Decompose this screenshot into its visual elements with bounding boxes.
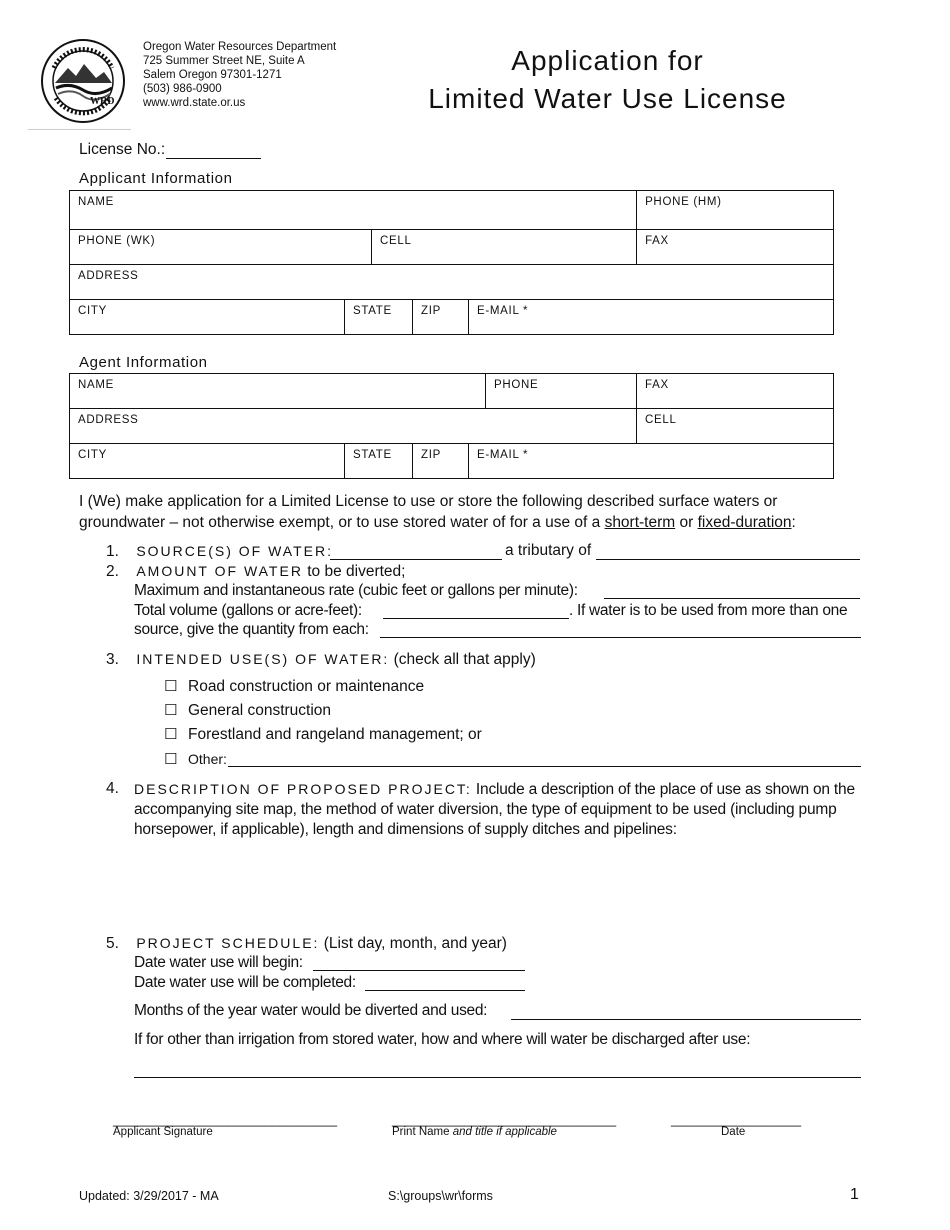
title-line-1: Application for <box>511 45 704 76</box>
item-2-heading: AMOUNT OF WATER <box>136 563 303 579</box>
item-4-number: 4. <box>106 780 119 797</box>
svg-text:WRD: WRD <box>90 96 115 107</box>
department-city: Salem Oregon 97301-1271 <box>143 69 282 81</box>
date-line[interactable]: __________________ <box>671 1112 802 1127</box>
applicant-cell-label: CELL <box>380 235 412 247</box>
item-5-schedule <box>106 933 507 954</box>
footer-updated: Updated: 3/29/2017 - MA <box>79 1189 219 1203</box>
item-1-number: 1. <box>106 543 119 560</box>
use-option-general-label: General construction <box>188 702 332 719</box>
applicant-address-label: ADDRESS <box>78 270 139 282</box>
agent-zip-label: ZIP <box>421 449 441 461</box>
applicant-city-label: CITY <box>78 305 107 317</box>
begin-date-input[interactable] <box>313 969 525 971</box>
agent-fax-label: FAX <box>645 379 669 391</box>
title-line-2: Limited Water Use License <box>428 83 787 114</box>
completion-date-label: Date water use will be completed: <box>134 974 356 991</box>
item-1-source <box>106 541 333 562</box>
department-name: Oregon Water Resources Department <box>143 41 337 53</box>
agent-city-field[interactable] <box>70 444 345 479</box>
use-option-other-label: Other: <box>188 751 227 767</box>
applicant-fax-field[interactable] <box>637 230 834 265</box>
applicant-email-label: E-MAIL * <box>477 305 529 317</box>
applicant-phone-wk-label: PHONE (WK) <box>78 235 156 247</box>
max-rate-input[interactable] <box>604 597 860 599</box>
use-option-general[interactable] <box>164 701 331 721</box>
applicant-fax-label: FAX <box>645 235 669 247</box>
department-seal <box>40 38 126 124</box>
department-address-block <box>143 40 336 110</box>
applicant-info-table <box>69 190 834 335</box>
total-volume-input[interactable] <box>383 617 569 619</box>
agent-email-field[interactable] <box>469 444 834 479</box>
agent-city-label: CITY <box>78 449 107 461</box>
applicant-email-field[interactable] <box>469 300 834 335</box>
tributary-label: a tributary of <box>505 542 592 559</box>
item-5-heading: PROJECT SCHEDULE: <box>136 935 320 951</box>
license-label: License No.: <box>79 141 166 158</box>
agent-cell-field[interactable] <box>637 409 834 444</box>
print-name-line[interactable]: _______________________________ <box>392 1112 617 1127</box>
checkbox-icon[interactable]: ☐ <box>164 678 178 695</box>
statement-text: I (We) make application for a Limited License to use or store the following described surface waters or groundwater – not otherwise exempt, or to use stored water of for a use of a <box>79 493 778 531</box>
agent-phone-label: PHONE <box>494 379 539 391</box>
item-2-number: 2. <box>106 563 119 580</box>
agent-cell-label: CELL <box>645 414 677 426</box>
agent-phone-field[interactable] <box>486 374 637 409</box>
application-statement <box>79 491 819 533</box>
print-name-text: Print Name <box>392 1126 450 1138</box>
item-3-number: 3. <box>106 651 119 668</box>
applicant-name-label: NAME <box>78 196 115 208</box>
item-3-heading: INTENDED USE(S) OF WATER: <box>136 651 390 667</box>
applicant-name-field[interactable] <box>70 191 637 230</box>
source-quantity-input[interactable] <box>380 636 861 638</box>
department-website: www.wrd.state.or.us <box>143 97 246 109</box>
applicant-state-label: STATE <box>353 305 392 317</box>
total-volume-rest: . If water is to be used from more than one <box>569 602 848 619</box>
applicant-section-title: Applicant Information <box>79 170 233 187</box>
print-name-title-note: and title if applicable <box>449 1126 557 1138</box>
page-number: 1 <box>850 1186 859 1203</box>
agent-address-label: ADDRESS <box>78 414 139 426</box>
agent-state-label: STATE <box>353 449 392 461</box>
agent-name-field[interactable] <box>70 374 486 409</box>
statement-end: : <box>791 514 796 531</box>
license-number-input[interactable] <box>166 143 261 159</box>
applicant-signature-label: Applicant Signature <box>113 1126 213 1138</box>
seal-divider <box>28 129 131 130</box>
item-4-heading: DESCRIPTION OF PROPOSED PROJECT: <box>134 781 472 797</box>
use-option-forestland[interactable] <box>164 725 482 745</box>
begin-date-label: Date water use will begin: <box>134 954 303 971</box>
agent-name-label: NAME <box>78 379 115 391</box>
applicant-zip-field[interactable] <box>413 300 469 335</box>
item-1-heading: SOURCE(S) OF WATER: <box>136 543 333 559</box>
applicant-cell-field[interactable] <box>372 230 637 265</box>
applicant-city-field[interactable] <box>70 300 345 335</box>
item-5-rest: (List day, month, and year) <box>319 935 507 952</box>
agent-address-field[interactable] <box>70 409 637 444</box>
item-4-description <box>134 779 864 840</box>
print-name-label <box>392 1126 557 1138</box>
agent-state-field[interactable] <box>345 444 413 479</box>
discharge-input[interactable] <box>134 1076 861 1078</box>
agent-email-label: E-MAIL * <box>477 449 529 461</box>
use-option-other[interactable] <box>164 749 227 770</box>
months-input[interactable] <box>511 1018 861 1020</box>
applicant-phone-hm-field[interactable] <box>637 191 834 230</box>
item-2-rest: to be diverted; <box>302 563 406 580</box>
date-label: Date <box>721 1126 746 1138</box>
applicant-address-field[interactable] <box>70 265 834 300</box>
applicant-zip-label: ZIP <box>421 305 441 317</box>
agent-section-title: Agent Information <box>79 354 208 371</box>
total-volume-label: Total volume (gallons or acre-feet): <box>134 602 362 619</box>
footer-path: S:\groups\wr\forms <box>388 1189 493 1203</box>
statement-or: or <box>675 514 698 531</box>
months-label: Months of the year water would be diverted and used: <box>134 1002 488 1019</box>
license-number-field <box>79 141 261 159</box>
applicant-signature-line[interactable]: _______________________________ <box>113 1112 338 1127</box>
source-input[interactable] <box>330 558 502 560</box>
use-option-road-label: Road construction or maintenance <box>188 678 425 695</box>
applicant-phone-hm-label: PHONE (HM) <box>645 196 722 208</box>
checkbox-icon[interactable]: ☐ <box>164 751 178 768</box>
item-3-uses <box>106 649 536 670</box>
seal-icon <box>40 38 126 124</box>
item-5-number: 5. <box>106 935 119 952</box>
short-term-term: short-term <box>604 514 676 531</box>
tributary-input[interactable] <box>596 558 860 560</box>
use-option-forestland-label: Forestland and rangeland management; or <box>188 726 482 743</box>
department-phone: (503) 986-0900 <box>143 83 222 95</box>
item-3-rest: (check all that apply) <box>389 651 536 668</box>
item-2-amount <box>106 561 405 582</box>
completion-date-input[interactable] <box>365 989 525 991</box>
checkbox-icon[interactable]: ☐ <box>164 726 178 743</box>
agent-info-table <box>69 373 834 479</box>
fixed-duration-term: fixed-duration <box>697 514 792 531</box>
item-4-text: Include a description of the place of use as shown on the accompanying site map, the method of water diversion, the type of equipment to be used (including pump horsepower, if applicable), length and dimensions of supply ditches and pipelines: <box>134 781 855 838</box>
discharge-label: If for other than irrigation from stored water, how and where will water be discharged after use: <box>134 1031 751 1048</box>
agent-zip-field[interactable] <box>413 444 469 479</box>
max-rate-label: Maximum and instantaneous rate (cubic feet or gallons per minute): <box>134 582 578 599</box>
use-option-road[interactable] <box>164 677 424 697</box>
other-use-input[interactable] <box>228 765 861 767</box>
applicant-phone-wk-field[interactable] <box>70 230 372 265</box>
agent-fax-field[interactable] <box>637 374 834 409</box>
department-street: 725 Summer Street NE, Suite A <box>143 55 305 67</box>
form-title <box>380 42 835 118</box>
applicant-state-field[interactable] <box>345 300 413 335</box>
checkbox-icon[interactable]: ☐ <box>164 702 178 719</box>
source-quantity-label: source, give the quantity from each: <box>134 621 369 638</box>
